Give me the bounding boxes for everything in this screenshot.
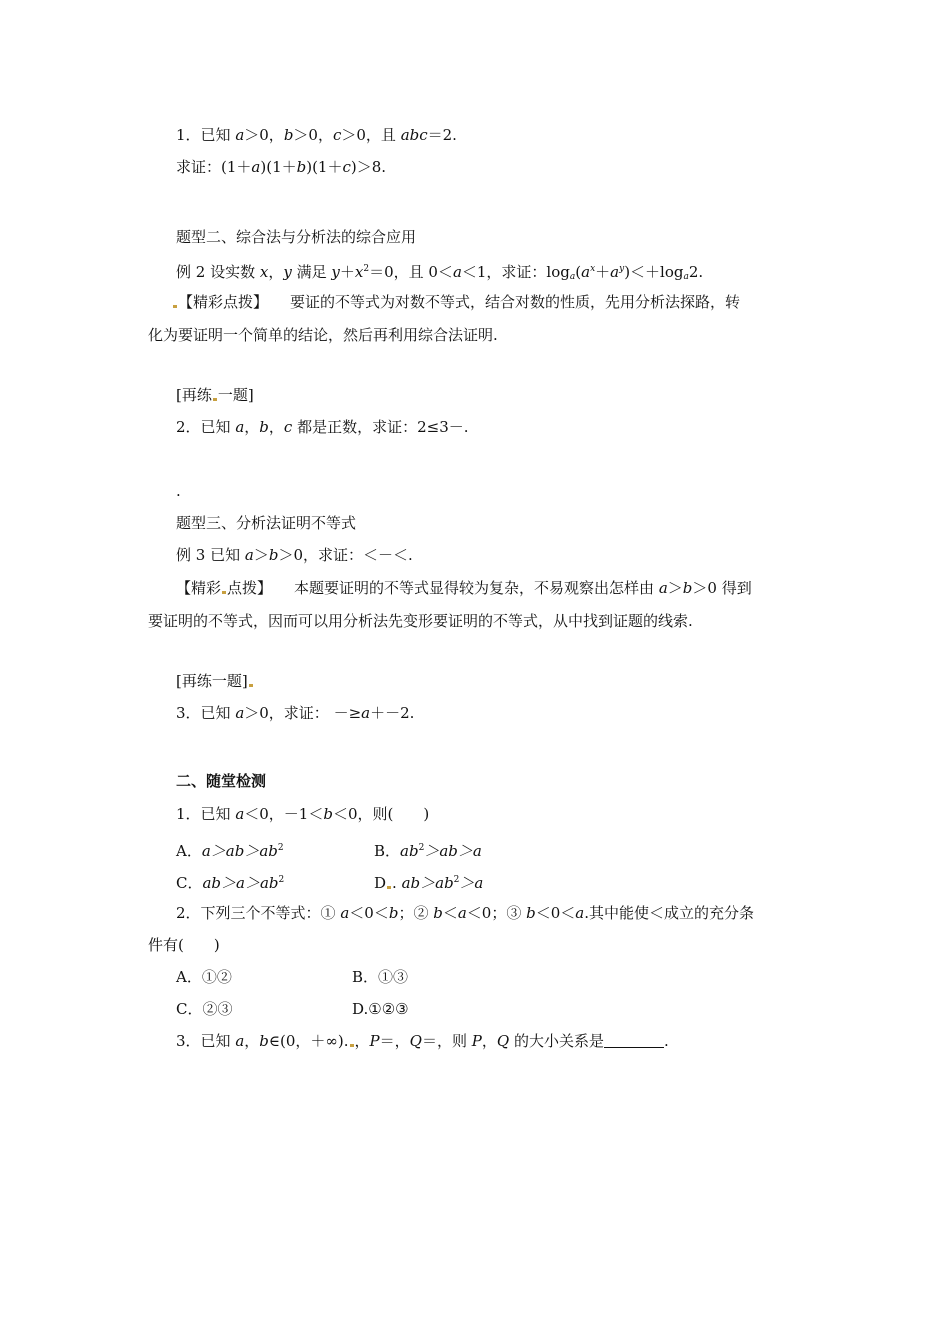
quiz-2-option-d: D.①②③ [352,1000,409,1018]
practice-3: 3．已知 a＞0，求证： －≥a＋－2. [176,704,415,722]
stray-dot: . [176,482,181,500]
tip-2-line-2: 化为要证明一个简单的结论，然后再利用综合法证明. [148,326,498,344]
quiz-3: 3．已知 a，b∈(0，＋∞). ，P＝，Q＝，则 P，Q 的大小关系是 . [176,1032,669,1050]
quiz-2-line-2: 件有( ) [148,936,220,954]
quiz-1-option-d: D . $ab>ab^2>a$ [374,874,484,892]
quiz-1-option-c: C．$ab>a>ab^2$ [176,874,285,892]
practice-2: 2．已知 a，b，c 都是正数，求证：2≤3－. [176,418,469,436]
practice-1-claim: 求证：(1＋a)(1＋b)(1＋c)＞8. [176,158,387,176]
quiz-1-option-a: A．$a>ab>ab^2$ [176,842,284,860]
quiz-2-line-1: 2．下列三个不等式：① a＜0＜b；② b＜a＜0；③ b＜0＜a.其中能使＜成立的充分条 [176,904,754,922]
tip-3-line-1: 【精彩 点拨】 本题要证明的不等式显得较为复杂，不易观察出怎样由 a＞b＞0 得到 [176,579,752,597]
retry-label-2: [再练 一题] [176,386,254,404]
edit-mark [222,591,226,594]
edit-mark [173,305,177,308]
tip-3-line-2: 要证明的不等式，因而可以用分析法先变形要证明的不等式，从中找到证题的线索. [148,612,693,630]
tip-2-line-1: 【精彩点拨】 要证的不等式为对数不等式，结合对数的性质，先用分析法探路，转 [172,291,740,313]
quiz-1: 1．已知 a＜0，－1＜b＜0，则( ) [176,805,430,823]
section-2-heading: 二、随堂检测 [176,772,267,790]
quiz-1-option-b: B．$ab^2>ab>a$ [374,842,482,860]
quiz-2-option-a: A．①② [176,968,232,986]
type-2-heading: 题型二、综合法与分析法的综合应用 [176,228,417,246]
answer-blank[interactable] [604,1033,664,1048]
quiz-2-option-c: C．②③ [176,1000,233,1018]
quiz-2-option-b: B．①③ [352,968,409,986]
example-3: 例 3 已知 a＞b＞0，求证：＜－＜. [176,546,413,564]
edit-mark [387,886,391,889]
practice-1-condition: 1．已知 a＞0，b＞0，c＞0，且 abc＝2. [176,126,457,144]
edit-mark [350,1044,354,1047]
type-3-heading: 题型三、分析法证明不等式 [176,514,357,532]
example-2: 例 2 设实数 x，y 满足 $y+x^2=0$，且 0＜a＜1，求证：$\log_a(a^x+a^y)<+\log_a2$. [176,263,704,282]
edit-mark [213,398,217,401]
edit-mark [249,684,253,687]
retry-label-3: [再练一题] [176,670,254,692]
